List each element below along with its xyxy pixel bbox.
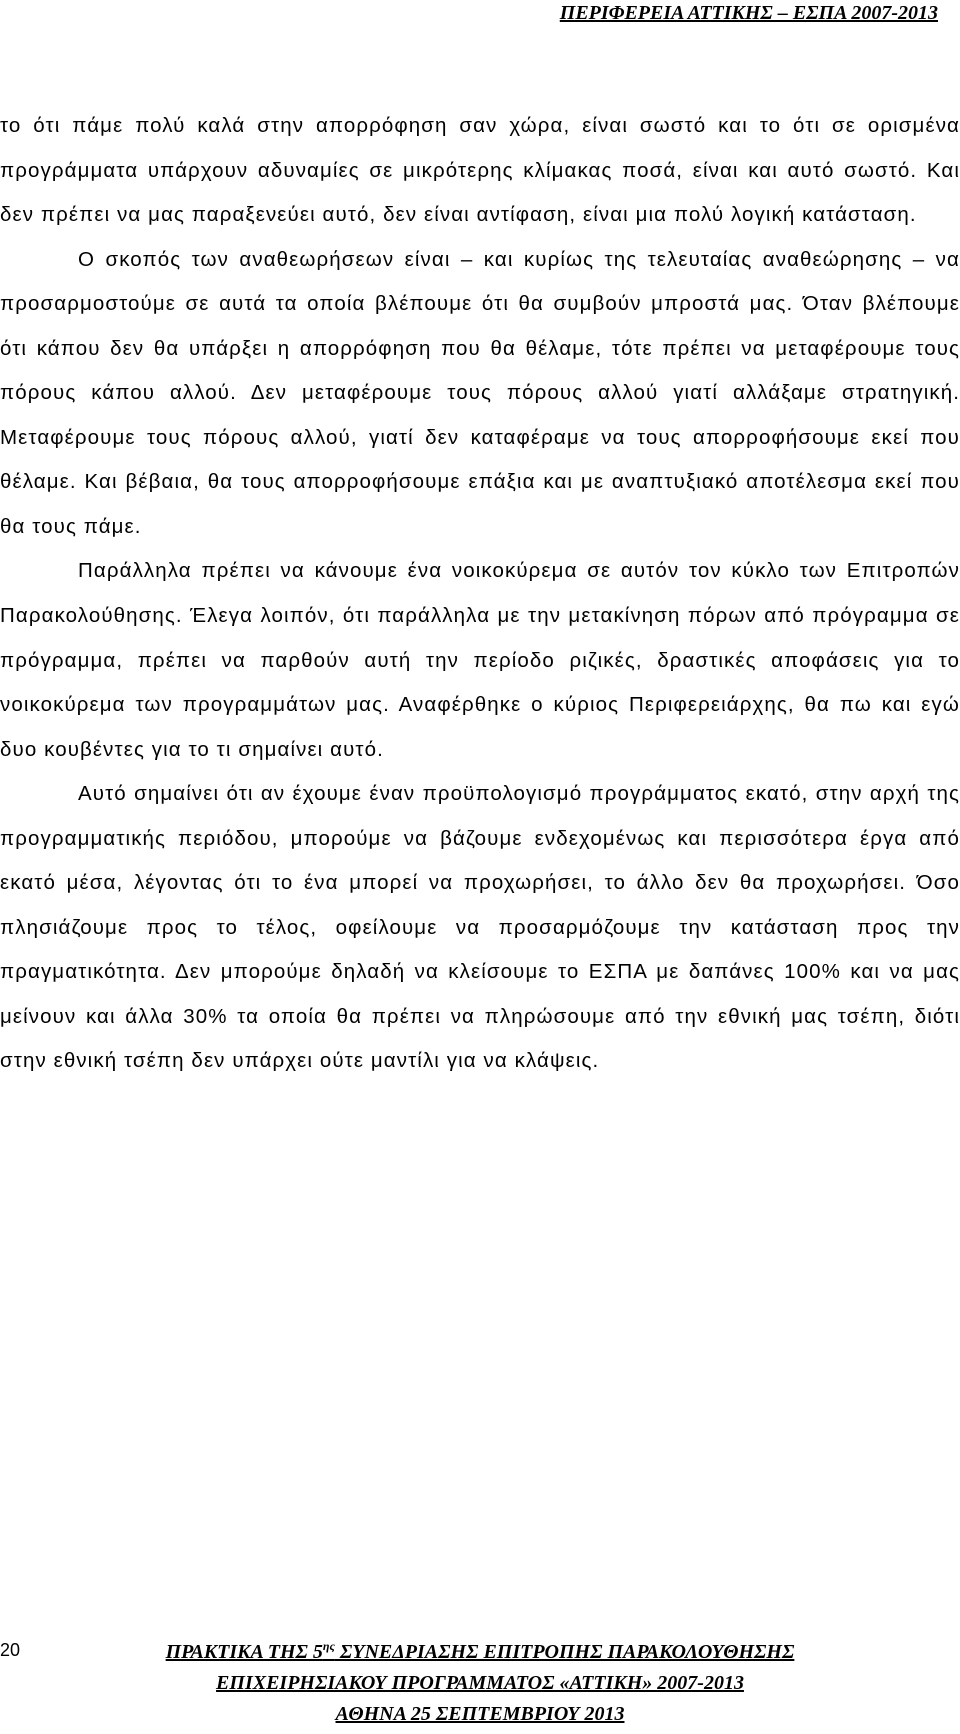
- document-body: [0, 104, 960, 1084]
- page-footer: [60, 1637, 900, 1730]
- footer-line-1-prefix: ΠΡΑΚΤΙΚΑ ΤΗΣ 5: [165, 1641, 323, 1663]
- footer-line-1: [60, 1637, 900, 1668]
- paragraph-1: το ότι πάμε πολύ καλά στην απορρόφηση σαν χώρα, είναι σωστό και το ότι σε ορισμένα προγράμματα υπάρχουν αδυναμίες σε μικρότερης κλίμακας ποσά, είναι και αυτό σωστό. Και δεν πρέπει να μας παραξενεύει αυτό, δεν είναι αντίφαση, είναι μια πολύ λογική κατάσταση.: [0, 114, 960, 227]
- footer-line-3: ΑΘΗΝΑ 25 ΣΕΠΤΕΜΒΡΙΟΥ 2013: [335, 1703, 625, 1725]
- footer-line-1-suffix: ΣΥΝΕΔΡΙΑΣΗΣ ΕΠΙΤΡΟΠΗΣ ΠΑΡΑΚΟΛΟΥΘΗΣΗΣ: [334, 1641, 795, 1663]
- footer-line-2: ΕΠΙΧΕΙΡΗΣΙΑΚΟΥ ΠΡΟΓΡΑΜΜΑΤΟΣ «ΑΤΤΙΚΗ» 2007-2013: [216, 1672, 744, 1694]
- paragraph-2: Ο σκοπός των αναθεωρήσεων είναι – και κυρίως της τελευταίας αναθεώρησης – να προσαρμοστούμε σε αυτά τα οποία βλέπουμε ότι θα συμβούν μπροστά μας. Όταν βλέπουμε ότι κάπου δεν θα υπάρξει η απορρόφηση που θα θέλαμε, τότε πρέπει να μεταφέρουμε τους πόρους κάπου αλλού. Δεν μεταφέρουμε τους πόρους αλλού γιατί αλλάξαμε στρατηγική. Μεταφέρουμε τους πόρους αλλού, γιατί δεν καταφέραμε να τους απορροφήσουμε εκεί που θέλαμε. Και βέβαια, θα τους απορροφήσουμε επάξια και με αναπτυξιακό αποτέλεσμα εκεί που θα τους πάμε.: [0, 247, 960, 538]
- paragraph-4: Αυτό σημαίνει ότι αν έχουμε έναν προϋπολογισμό προγράμματος εκατό, στην αρχή της προγραμματικής περιόδου, μπορούμε να βάζουμε ενδεχομένως και περισσότερα έργα από εκατό μέσα, λέγοντας ότι το ένα μπορεί να προχωρήσει, το άλλο δεν θα προχωρήσει. Όσο πλησιάζουμε προς το τέλος, οφείλουμε να προσαρμόζουμε την κατάσταση προς την πραγματικότητα. Δεν μπορούμε δηλαδή να κλείσουμε το ΕΣΠΑ με δαπάνες 100% και να μας μείνουν και άλλα 30% τα οποία θα πρέπει να πληρώσουμε από την εθνική μας τσέπη, διότι στην εθνική τσέπη δεν υπάρχει ούτε μαντίλι για να κλάψεις.: [0, 782, 960, 1073]
- paragraph-3: Παράλληλα πρέπει να κάνουμε ένα νοικοκύρεμα σε αυτόν τον κύκλο των Επιτροπών Παρακολούθησης. Έλεγα λοιπόν, ότι παράλληλα με την μετακίνηση πόρων από πρόγραμμα σε πρόγραμμα, πρέπει να παρθούν αυτή την περίοδο ριζικές, δραστικές αποφάσεις για το νοικοκύρεμα των προγραμμάτων μας. Αναφέρθηκε ο κύριος Περιφερειάρχης, θα πω και εγώ δυο κουβέντες για το τι σημαίνει αυτό.: [0, 559, 960, 761]
- footer-line-1-sup: ης: [322, 1639, 335, 1653]
- page-number: 20: [0, 1640, 21, 1660]
- page-header: ΠΕΡΙΦΕΡΕΙΑ ΑΤΤΙΚΗΣ – ΕΣΠΑ 2007-2013: [559, 2, 938, 24]
